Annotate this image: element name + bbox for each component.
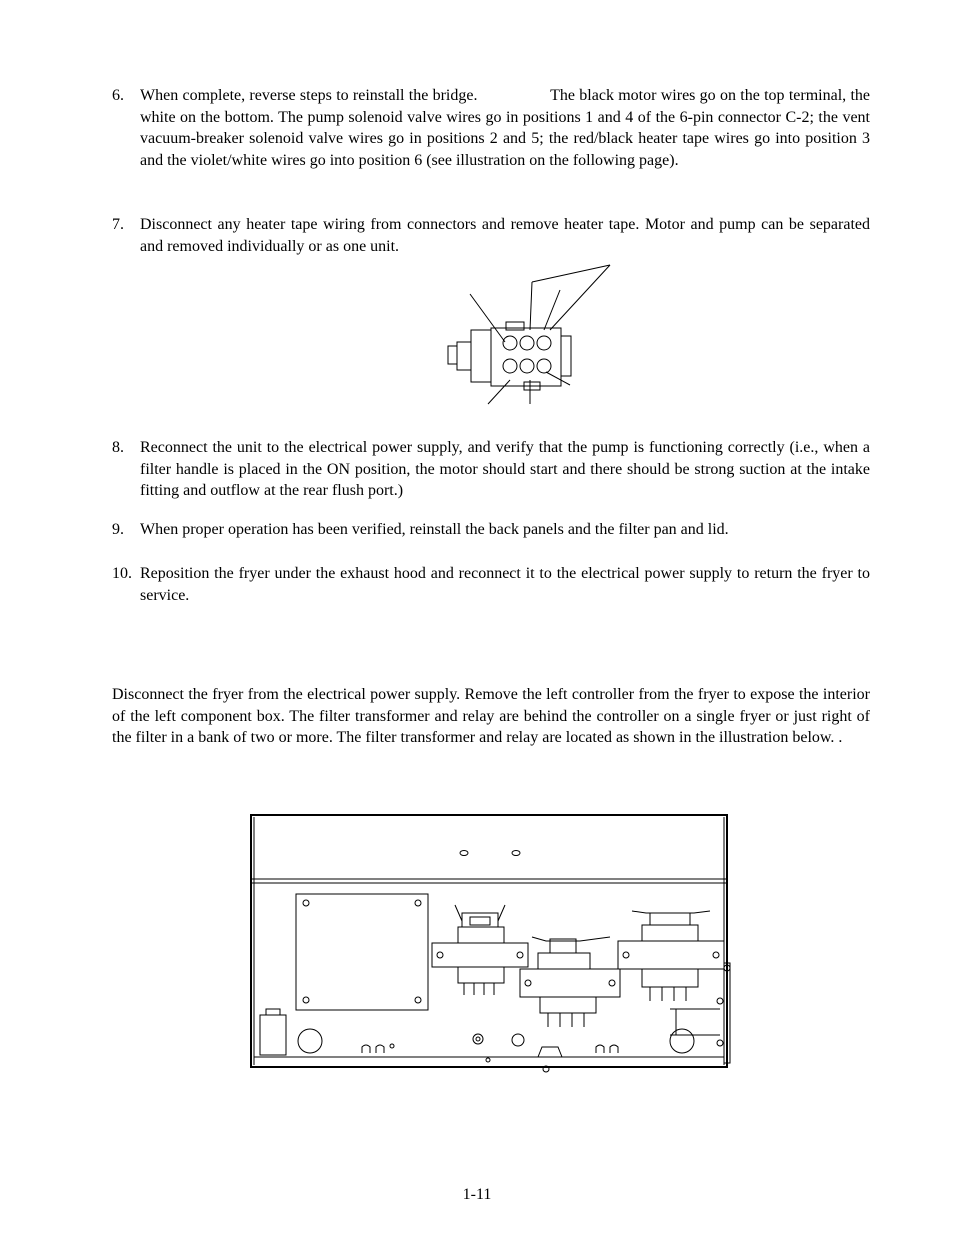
transformer-relay-paragraph: Disconnect the fryer from the electrical power supply. Remove the left controller from the fryer to expose the interior of the left component box. The filter transformer and relay are behind the controller on a single fryer or just right of the filter in a bank of two or more. The filter transformer and relay are located as shown in the illustration below. . [112,686,870,746]
knockout-hole-right [670,1029,694,1053]
bottom-clip [610,1045,618,1053]
step-text: Reconnect the unit to the electrical power supply, and verify that the pump is functioning correctly (i.e., when a filter handle is placed in the ON position, the motor should start and there should be strong suction at the intake fitting and outflow at the rear flush port.) [140,439,870,499]
filter-transformer [432,905,528,995]
bottom-hole [390,1044,394,1048]
step-7 [112,214,870,257]
connector-latch [448,346,457,364]
step-number: 10. [112,565,132,582]
connector-side [471,330,491,382]
bottom-clip [362,1045,370,1053]
step-8 [112,437,870,502]
grommet-center [476,1037,480,1041]
pin-hole-4 [503,359,517,373]
bottom-hole [486,1058,490,1062]
step-text: Disconnect any heater tape wiring from connectors and remove heater tape. Motor and pump can be separated and removed individually or as one unit. [140,216,870,255]
connector-left-tab [457,342,471,370]
leader-line-1 [470,294,505,342]
step-9 [112,519,870,541]
step-number: 8. [112,439,124,456]
step-number: 7. [112,216,124,233]
terminal-strip [670,1009,720,1035]
leader-line-5 [550,265,610,330]
connector-right-tab [561,336,571,376]
step-text: When complete, reverse steps to reinstall the bridge. The black motor wires go on the top terminal, the white on the bottom. The pump solenoid valve wires go in positions 1 and 4 of the 6-pin connector C-2; the vent vacuum-breaker solenoid valve wires go in positions 2 and 5; the red/black heater tape wires go into position 3 and the violet/white wires go into position 6 (see illustration on the following page). [140,87,874,169]
leader-line-3 [532,265,610,282]
plate-screw [303,900,309,906]
leader-line-8 [546,372,570,385]
fuse-holder [260,1015,286,1055]
pin-hole-2 [520,336,534,350]
bottom-tab [538,1047,562,1057]
plate-screw [415,997,421,1003]
step-text: When proper operation has been verified, reinstall the back panels and the filter pan and lid. [140,521,729,538]
bottom-clip [596,1045,604,1053]
step-number: 6. [112,87,124,104]
filter-relay [520,937,620,1027]
leader-line-2 [530,282,532,330]
mounting-plate [296,894,428,1010]
connector-illustration [420,260,620,410]
component-box-illustration [250,813,730,1078]
bottom-clip [376,1045,384,1053]
connector-top-key [506,322,524,330]
pin-hole-3 [537,336,551,350]
step-text: Reposition the fryer under the exhaust hood and reconnect it to the electrical power supply to return the fryer to service. [140,565,870,604]
knockout-hole-left [298,1029,322,1053]
right-transformer [618,911,724,1001]
pin-hole-1 [503,336,517,350]
fuse-cap [266,1009,280,1015]
pin-hole-5 [520,359,534,373]
step-number: 9. [112,521,124,538]
step-10 [112,563,870,606]
top-hole-left [460,851,468,856]
plate-screw [415,900,421,906]
top-hole-right [512,851,520,856]
plate-screw [303,997,309,1003]
page-number: 1-11 [462,1186,492,1203]
bracket-screw [717,998,723,1004]
grommet [512,1034,524,1046]
pin-hole-6 [537,359,551,373]
grommet [473,1034,483,1044]
leader-line-4 [544,290,560,330]
step-6 [112,85,874,171]
bracket-screw [717,1040,723,1046]
